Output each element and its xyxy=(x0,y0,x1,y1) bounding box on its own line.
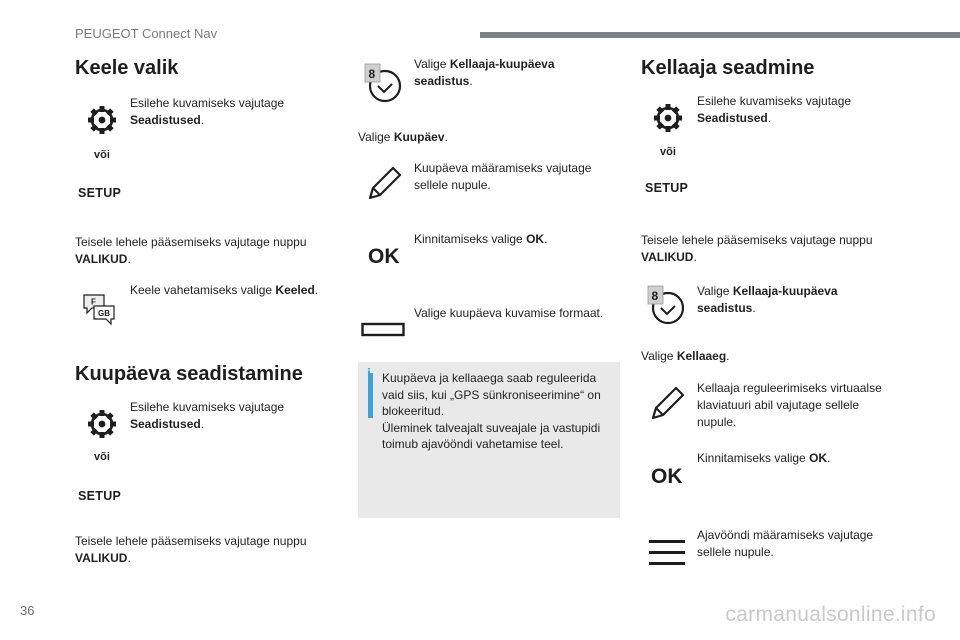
step-options: Teisele lehele pääsemiseks vajutage nuppu VALIKUD. xyxy=(75,235,307,266)
clock-number: 8 xyxy=(651,289,659,303)
info-note xyxy=(358,362,620,518)
gear-icon xyxy=(652,102,684,134)
step-choose-languages: Keele vahetamiseks valige Keeled. xyxy=(130,283,319,297)
step-confirm: Kinnitamiseks valige OK. xyxy=(414,232,548,246)
step-select-time-date: Valige Kellaaja-kuupäeva seadistus. xyxy=(697,284,838,315)
setup-button-label: SETUP xyxy=(78,489,122,503)
ok-button-label: OK xyxy=(368,245,400,268)
menu-icon xyxy=(648,538,686,568)
header-bar xyxy=(480,32,960,38)
document-header-title: PEUGEOT Connect Nav xyxy=(75,26,218,41)
step-date-format: Valige kuupäeva kuvamise formaat. xyxy=(414,306,604,320)
step-time-zone: Ajavööndi määramiseks vajutage sellele nupule. xyxy=(697,528,874,559)
pencil-icon xyxy=(647,384,687,424)
pencil-icon xyxy=(364,164,404,204)
step-open-settings: Esilehe kuvamiseks vajutage Seadistused. xyxy=(130,96,285,127)
language-icon xyxy=(80,292,120,326)
clock-icon xyxy=(646,284,690,328)
or-label: või xyxy=(660,146,676,158)
or-label: või xyxy=(94,451,110,463)
step-confirm: Kinnitamiseks valige OK. xyxy=(697,451,831,465)
gear-icon xyxy=(86,104,118,136)
setup-button-label: SETUP xyxy=(78,186,122,200)
step-options: Teisele lehele pääsemiseks vajutage nuppu VALIKUD. xyxy=(641,233,873,264)
step-select-date: Valige Kuupäev. xyxy=(358,130,448,144)
flag-f-text: F xyxy=(91,297,96,307)
or-label: või xyxy=(94,149,110,161)
section-title-time: Kellaaja seadmine xyxy=(641,57,815,79)
page-number: 36 xyxy=(20,603,35,618)
flag-gb-text: GB xyxy=(98,309,110,318)
step-open-settings: Esilehe kuvamiseks vajutage Seadistused. xyxy=(697,94,852,125)
clock-icon xyxy=(363,62,407,106)
section-title-date: Kuupäeva seadistamine xyxy=(75,363,303,385)
gear-icon xyxy=(86,408,118,440)
info-icon: i xyxy=(367,365,371,381)
info-note-text: Kuupäeva ja kellaaega saab reguleerida vaid siis, kui „GPS sünkroniseerimine“ on blokeeritud. Üleminek talveajalt suveajale ja vastupidi toimub ajavööndi vahetamise teel. xyxy=(382,371,601,451)
section-title-language: Keele valik xyxy=(75,57,179,79)
ok-button-label: OK xyxy=(651,465,683,488)
step-open-settings: Esilehe kuvamiseks vajutage Seadistused. xyxy=(130,400,285,431)
rectangle-icon xyxy=(361,322,405,338)
step-select-time: Valige Kellaaeg. xyxy=(641,349,730,363)
step-select-time-date: Valige Kellaaja-kuupäeva seadistus. xyxy=(414,57,555,88)
watermark: carmanualsonline.info xyxy=(725,603,936,626)
clock-number: 8 xyxy=(368,67,376,81)
step-set-time: Kellaaja reguleerimiseks virtuaalse klaviatuuri abil vajutage sellele nupule. xyxy=(697,381,882,429)
setup-button-label: SETUP xyxy=(645,181,689,195)
step-set-date: Kuupäeva määramiseks vajutage sellele nupule. xyxy=(414,161,592,192)
step-options: Teisele lehele pääsemiseks vajutage nuppu VALIKUD. xyxy=(75,534,307,565)
